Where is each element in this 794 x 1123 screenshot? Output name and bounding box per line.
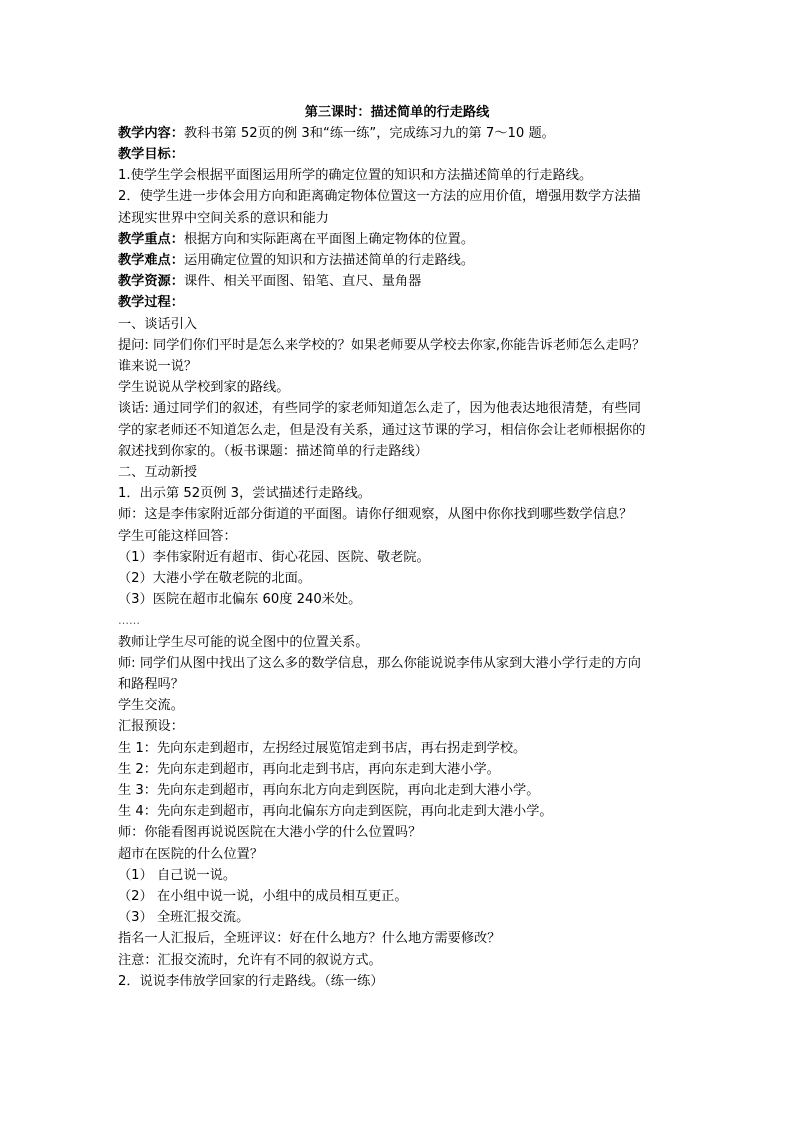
resources-text: 课件、相关平面图、铅笔、直尺、量角器 [183, 274, 422, 289]
teacher-line-3a: 师: 同学们从图中找出了这么多的数学信息，那么你能说说李伟从家到大港小学行走的方向 [118, 656, 641, 671]
answer-1: （1）李伟家附近有超市、街心花园、医院、敬老院。 [118, 550, 430, 565]
process-heading: 教学过程： [118, 295, 184, 310]
note-line: 注意：汇报交流时，允许有不同的叙说方式。 [118, 953, 382, 968]
report-2: 生 2：先向东走到超市，再向北走到书店，再向东走到大港小学。 [118, 762, 500, 777]
teacher-line-1: 师：这是李伟家附近部分街道的平面图。请你仔细观察，从图中你你找到哪些数学信息？ [118, 507, 633, 522]
teacher-line-5: 超市在医院的什么位置？ [118, 847, 264, 862]
step-2: 2．说说李伟放学回家的行走路线。（练一练） [118, 974, 384, 989]
page-title: 第三课时：描述简单的行走路线 [304, 105, 490, 120]
difficulty-label: 教学难点： [118, 253, 184, 268]
goal-2-line-2: 述现实世界中空间关系的意识和能力 [118, 211, 329, 226]
talk-line-2: 学的家老师还不知道怎么走，但是没有关系，通过这节课的学习，相信你会让老师根据你的 [118, 423, 646, 438]
goals-heading: 教学目标： [118, 147, 184, 162]
report-heading: 汇报预设： [118, 719, 184, 734]
content-text: 教科书第 52页的例 3和“练一练”，完成练习九的第 7～10 题。 [183, 126, 555, 141]
content-line [118, 125, 555, 142]
teacher-line-2: 教师让学生尽可能的说全图中的位置关系。 [118, 635, 369, 650]
section-2-heading: 二、互动新授 [118, 465, 198, 480]
focus-text: 根据方向和实际距离在平面图上确定物体的位置。 [183, 232, 475, 247]
student-answer-intro: 学生可能这样回答： [118, 529, 237, 544]
goal-1: 1.使学生学会根据平面图运用所学的确定位置的知识和方法描述简单的行走路线。 [118, 168, 593, 183]
teacher-line-4: 师：你能看图再说说医院在大港小学的什么位置吗？ [118, 825, 422, 840]
talk-line-1: 谈话: 通过同学们的叙述，有些同学的家老师知道怎么走了，因为他表达地很清楚，有些同 [118, 401, 641, 416]
report-4: 生 4：先向东走到超市，再向北偏东方向走到医院，再向北走到大港小学。 [118, 804, 553, 819]
question-line-2: 谁来说一说？ [118, 359, 198, 374]
student-exchange: 学生交流。 [118, 698, 184, 713]
question-line-1: 提问: 同学们你们平时是怎么来学校的？如果老师要从学校去你家,你能告诉老师怎么走吗？ [118, 338, 646, 353]
student-activity-1: 学生说说从学校到家的路线。 [118, 380, 290, 395]
resources-line [118, 273, 421, 290]
teacher-line-3b: 和路程吗？ [118, 677, 184, 692]
report-1: 生 1：先向东走到超市，左拐经过展览馆走到书店，再右拐走到学校。 [118, 741, 527, 756]
answer-3: （3）医院在超市北偏东 60度 240米处。 [118, 592, 362, 607]
resources-label: 教学资源： [118, 274, 184, 289]
step-1: 1．出示第 52页例 3，尝试描述行走路线。 [118, 486, 371, 501]
focus-line [118, 231, 474, 248]
answer-2: （2）大港小学在敬老院的北面。 [118, 571, 312, 586]
report-3: 生 3：先向东走到超市，再向东北方向走到医院，再向北走到大港小学。 [118, 783, 540, 798]
difficulty-text: 运用确定位置的知识和方法描述简单的行走路线。 [183, 253, 475, 268]
difficulty-line [118, 252, 474, 269]
content-label: 教学内容： [118, 126, 184, 141]
talk-line-3: 叙述找到你家的。（板书课题：描述简单的行走路线） [118, 444, 428, 459]
practice-1: （1） 自己说一说。 [118, 868, 237, 883]
goal-2-line-1: 2．使学生进一步体会用方向和距离确定物体位置这一方法的应用价值，增强用数学方法描 [118, 189, 641, 204]
evaluation-line: 指名一人汇报后，全班评议：好在什么地方？什么地方需要修改？ [118, 931, 501, 946]
focus-label: 教学重点： [118, 232, 184, 247]
ellipsis: …… [118, 614, 140, 627]
practice-2: （2） 在小组中说一说，小组中的成员相互更正。 [118, 889, 408, 904]
section-1-heading: 一、谈话引入 [118, 317, 198, 332]
practice-3: （3） 全班汇报交流。 [118, 910, 250, 925]
